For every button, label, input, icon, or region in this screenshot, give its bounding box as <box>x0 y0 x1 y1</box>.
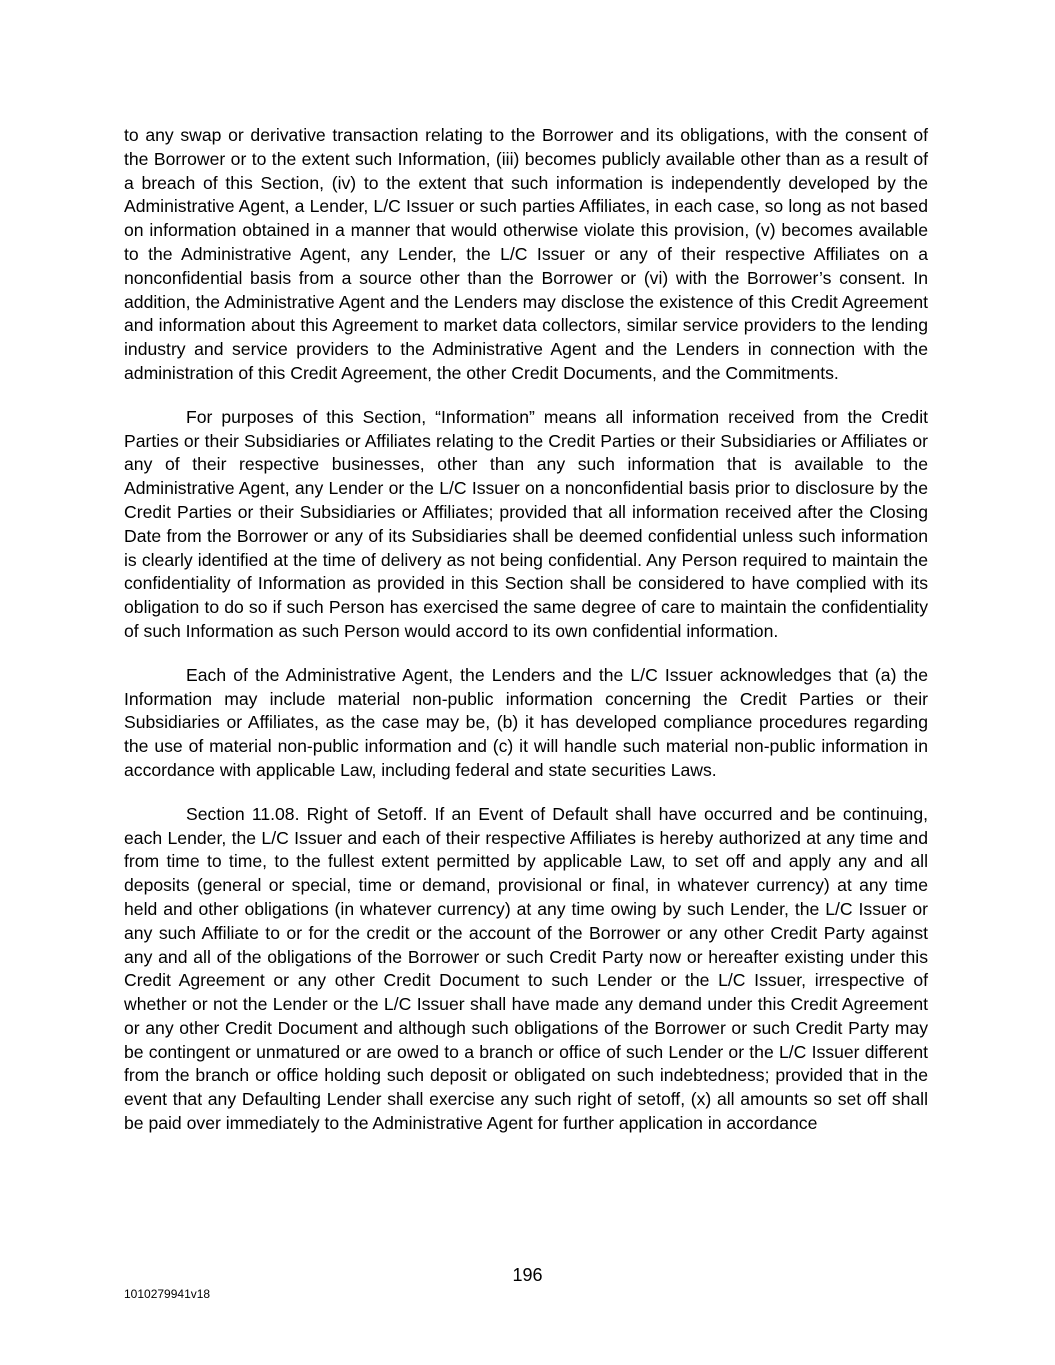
paragraph-acknowledgement: Each of the Administrative Agent, the Lenders and the L/C Issuer acknowledges that (a) the Information may include material non-public information concerning the Credit Parties or their Subsidiaries or Affiliates, as the case may be, (b) it has developed compliance procedures regarding the use of material non-public information and (c) it will handle such material non-public information in accordance with applicable Law, including federal and state securities Laws. <box>124 664 928 780</box>
paragraph-information-definition: For purposes of this Section, “Information” means all information received from the Credit Parties or their Subsidiaries or Affiliates relating to the Credit Parties or their Subsidiaries or Affiliates or any of their respective businesses, other than any such information that is available to the Administrative Agent, any Lender or the L/C Issuer on a nonconfidential basis prior to disclosure by the Credit Parties or their Subsidiaries or Affiliates; provided that all information received after the Closing Date from the Borrower or any of its Subsidiaries shall be deemed confidential unless such information is clearly identified at the time of delivery as not being confidential. Any Person required to maintain the confidentiality of Information as provided in this Section shall be considered to have complied with its obligation to do so if such Person has exercised the same degree of care to maintain the confidentiality of such Information as such Person would accord to its own confidential information. <box>124 406 928 641</box>
document-id: 1010279941v18 <box>124 1287 211 1301</box>
page-number: 196 <box>512 1265 543 1285</box>
paragraph-confidentiality-continued: to any swap or derivative transaction relating to the Borrower and its obligations, with the consent of the Borrower or to the extent such Information, (iii) becomes publicly available other than as a result of a breach of this Section, (iv) to the extent that such information is independently developed by the Administrative Agent, a Lender, L/C Issuer or such parties Affiliates, in each case, so long as not based on information obtained in a manner that would otherwise violate this provision, (v) becomes available to the Administrative Agent, any Lender, the L/C Issuer or any of their respective Affiliates on a nonconfidential basis from a source other than the Borrower or (vi) with the Borrower’s consent. In addition, the Administrative Agent and the Lenders may disclose the existence of this Credit Agreement and information about this Agreement to market data collectors, similar service providers to the lending industry and service providers to the Administrative Agent and the Lenders in connection with the administration of this Credit Agreement, the other Credit Documents, and the Commitments. <box>124 125 928 383</box>
document-body <box>124 124 928 1156</box>
paragraph-section-11-08-right-of-setoff: Section 11.08. Right of Setoff. If an Event of Default shall have occurred and be continuing, each Lender, the L/C Issuer and each of their respective Affiliates is hereby authorized at any time and from time to time, to the fullest extent permitted by applicable Law, to set off and apply any and all deposits (general or special, time or demand, provisional or final, in whatever currency) at any time held and other obligations (in whatever currency) at any time owing by such Lender, the L/C Issuer or any such Affiliate to or for the credit or the account of the Borrower or any other Credit Party against any and all of the obligations of the Borrower or such Credit Party now or hereafter existing under this Credit Agreement or any other Credit Document to such Lender or the L/C Issuer, irrespective of whether or not the Lender or the L/C Issuer shall have made any demand under this Credit Agreement or any other Credit Document and although such obligations of the Borrower or such Credit Party may be contingent or unmatured or are owed to a branch or office of such Lender or the L/C Issuer different from the branch or office holding such deposit or obligated on such indebtedness; provided that in the event that any Defaulting Lender shall exercise any such right of setoff, (x) all amounts so set off shall be paid over immediately to the Administrative Agent for further application in accordance <box>124 803 928 1134</box>
